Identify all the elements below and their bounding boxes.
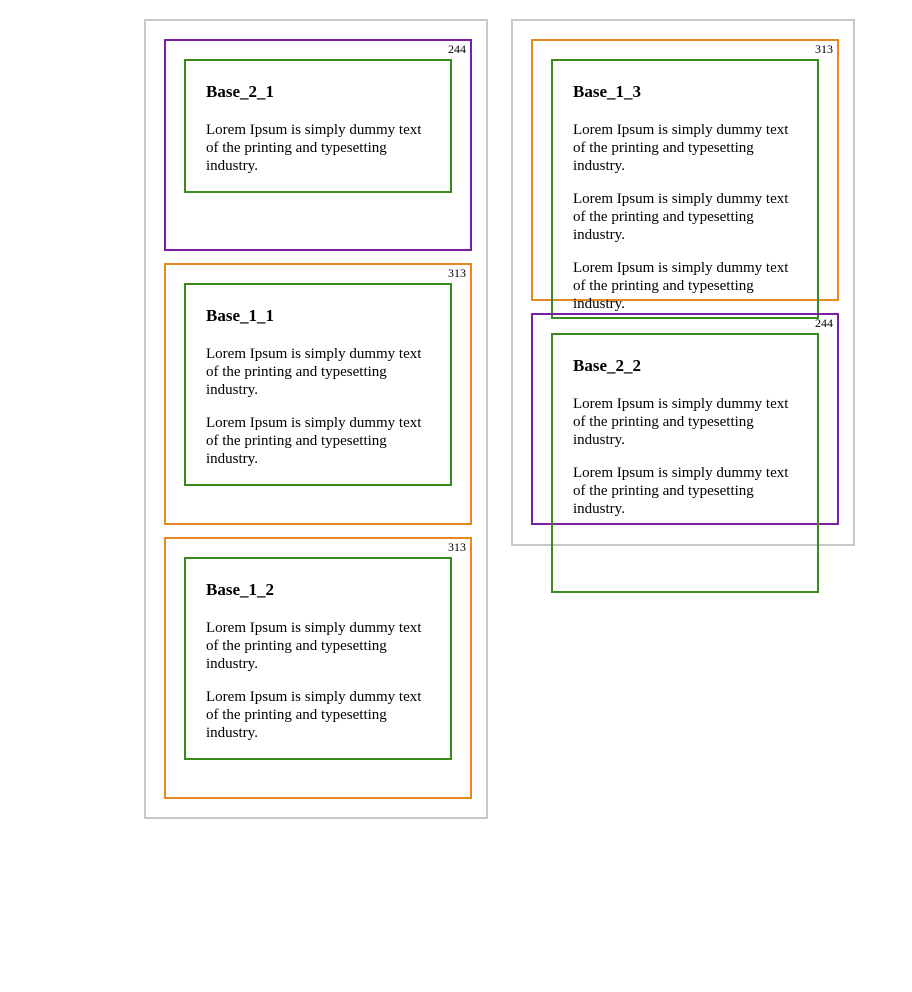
card-paragraph: Lorem Ipsum is simply dummy text of the printing and typesetting industry. <box>573 465 789 517</box>
size-badge: 313 <box>448 540 466 554</box>
card-base-2-2 <box>531 313 839 525</box>
size-badge: 313 <box>448 266 466 280</box>
card-title: Base_1_3 <box>573 82 641 101</box>
card-paragraph: Lorem Ipsum is simply dummy text of the printing and typesetting industry. <box>206 689 422 741</box>
card-paragraph: Lorem Ipsum is simply dummy text of the printing and typesetting industry. <box>206 415 422 467</box>
card-paragraph: Lorem Ipsum is simply dummy text of the printing and typesetting industry. <box>573 260 789 312</box>
card-base-1-3 <box>531 39 839 312</box>
card-paragraph: Lorem Ipsum is simply dummy text of the printing and typesetting industry. <box>206 346 422 398</box>
card-content <box>184 59 452 193</box>
card-paragraph: Lorem Ipsum is simply dummy text of the printing and typesetting industry. <box>573 122 789 174</box>
card-title: Base_1_1 <box>206 306 274 325</box>
card-content <box>184 283 452 486</box>
card-title: Base_2_1 <box>206 82 274 101</box>
card-base-2-1 <box>164 39 472 251</box>
card-paragraph: Lorem Ipsum is simply dummy text of the printing and typesetting industry. <box>573 191 789 243</box>
card-base-1-2 <box>164 537 472 799</box>
card-paragraph: Lorem Ipsum is simply dummy text of the printing and typesetting industry. <box>573 396 789 448</box>
card-content <box>551 333 819 593</box>
card-base-1-1 <box>164 263 472 525</box>
size-badge: 244 <box>448 42 466 56</box>
column-right <box>511 19 855 546</box>
size-badge: 244 <box>815 316 833 330</box>
card-title: Base_1_2 <box>206 580 274 599</box>
card-paragraph: Lorem Ipsum is simply dummy text of the printing and typesetting industry. <box>206 620 422 672</box>
column-left <box>144 19 488 819</box>
card-content <box>551 59 819 319</box>
card-title: Base_2_2 <box>573 356 641 375</box>
card-paragraph: Lorem Ipsum is simply dummy text of the printing and typesetting industry. <box>206 122 422 174</box>
card-content <box>184 557 452 760</box>
size-badge: 313 <box>815 42 833 56</box>
